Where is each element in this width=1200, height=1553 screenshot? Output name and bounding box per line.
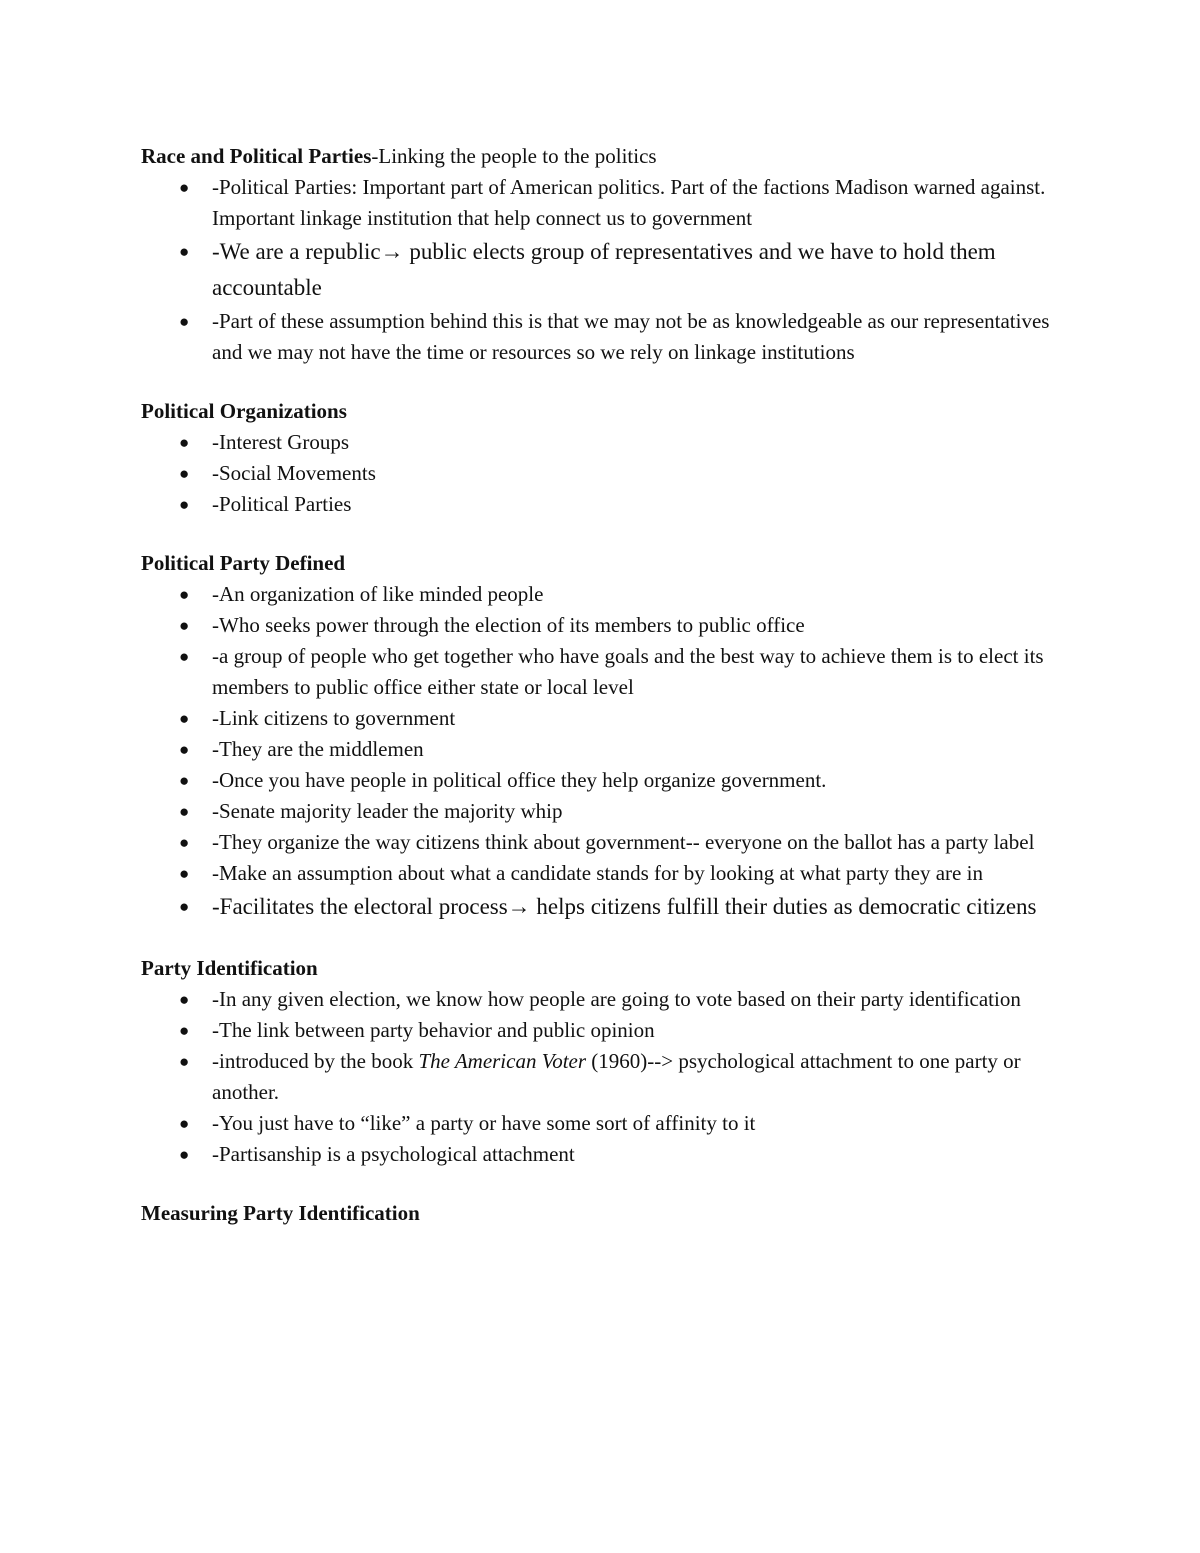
- section-heading-line: [141, 1198, 1061, 1229]
- list-item: [141, 889, 1061, 925]
- section-measuring-party-identification: [141, 1198, 1061, 1229]
- section-heading: Measuring Party Identification: [141, 1201, 420, 1225]
- list-item-text: -Senate majority leader the majority whip: [212, 799, 563, 823]
- list-item: [141, 984, 1061, 1015]
- bullet-icon: ●: [179, 312, 190, 331]
- section-political-party-defined: [141, 548, 1061, 925]
- bullet-icon: ●: [179, 242, 190, 261]
- list-item-text: -Link citizens to government: [212, 706, 456, 730]
- book-title: The American Voter: [418, 1049, 587, 1073]
- list-item: [141, 458, 1061, 489]
- list-item-text-before: -introduced by the book: [212, 1049, 419, 1073]
- bullet-icon: ●: [179, 1114, 190, 1133]
- bullet-icon: ●: [179, 740, 190, 759]
- bullet-icon: ●: [179, 178, 190, 197]
- bullet-icon: ●: [179, 616, 190, 635]
- bullet-icon: ●: [179, 864, 190, 883]
- bullet-icon: ●: [179, 833, 190, 852]
- list-item-text: -Partisanship is a psychological attachment: [212, 1142, 575, 1166]
- list-item: [141, 427, 1061, 458]
- bullet-icon: ●: [179, 990, 190, 1009]
- list-item: [141, 1046, 1061, 1108]
- list-item-text: -Political Parties: [212, 492, 352, 516]
- list-item-text: -An organization of like minded people: [212, 582, 544, 606]
- section-race-and-political-parties: [141, 141, 1061, 368]
- list-item-text: -The link between party behavior and public opinion: [212, 1018, 655, 1042]
- list-item-text: -We are a republic→ public elects group of representatives and we have to hold them accountable: [212, 239, 996, 300]
- list-item-text: -Once you have people in political office they help organize government.: [212, 768, 827, 792]
- list-item: [141, 1108, 1061, 1139]
- section-heading: Political Party Defined: [141, 551, 346, 575]
- section-heading-suffix: -Linking the people to the politics: [371, 144, 657, 168]
- list-item: [141, 306, 1061, 368]
- bullet-icon: ●: [179, 897, 190, 916]
- list-item: [141, 703, 1061, 734]
- list-item: [141, 489, 1061, 520]
- document-content: [141, 141, 1061, 1257]
- section-party-identification: [141, 953, 1061, 1170]
- list-item: [141, 827, 1061, 858]
- list-item-text: -In any given election, we know how people are going to vote based on their party identification: [212, 987, 1021, 1011]
- section-heading-line: [141, 396, 1061, 427]
- section-heading-line: [141, 141, 1061, 172]
- bullet-icon: ●: [179, 1052, 190, 1071]
- bullet-list: [141, 172, 1061, 368]
- list-item: [141, 765, 1061, 796]
- list-item: [141, 734, 1061, 765]
- list-item: [141, 641, 1061, 703]
- bullet-list: [141, 427, 1061, 520]
- section-heading-line: [141, 953, 1061, 984]
- bullet-list: [141, 984, 1061, 1170]
- list-item: [141, 1139, 1061, 1170]
- list-item-text: -Make an assumption about what a candidate stands for by looking at what party they are in: [212, 861, 983, 885]
- section-heading: Political Organizations: [141, 399, 347, 423]
- bullet-icon: ●: [179, 1021, 190, 1040]
- list-item-text: -a group of people who get together who have goals and the best way to achieve them is to elect its members to public office either state or local level: [212, 644, 1044, 699]
- list-item: [141, 234, 1061, 306]
- list-item-text: -Part of these assumption behind this is that we may not be as knowledgeable as our representatives and we may not have the time or resources so we rely on linkage institutions: [212, 309, 1050, 364]
- bullet-list: [141, 579, 1061, 925]
- list-item: [141, 172, 1061, 234]
- bullet-icon: ●: [179, 647, 190, 666]
- list-item-text: -Social Movements: [212, 461, 376, 485]
- section-political-organizations: [141, 396, 1061, 520]
- list-item: [141, 1015, 1061, 1046]
- bullet-icon: ●: [179, 1145, 190, 1164]
- bullet-icon: ●: [179, 495, 190, 514]
- list-item: [141, 796, 1061, 827]
- list-item-text: -Facilitates the electoral process→ helps citizens fulfill their duties as democratic citizens: [212, 894, 1037, 919]
- bullet-icon: ●: [179, 464, 190, 483]
- list-item: [141, 579, 1061, 610]
- section-heading: Party Identification: [141, 956, 318, 980]
- bullet-icon: ●: [179, 433, 190, 452]
- list-item: [141, 610, 1061, 641]
- list-item-text: -They are the middlemen: [212, 737, 424, 761]
- list-item-text: -Who seeks power through the election of its members to public office: [212, 613, 805, 637]
- bullet-icon: ●: [179, 771, 190, 790]
- list-item-text: -They organize the way citizens think about government-- everyone on the ballot has a party label: [212, 830, 1035, 854]
- bullet-icon: ●: [179, 802, 190, 821]
- list-item-text-after: (1960)--> psychological attachment to one party or another.: [212, 1049, 1021, 1104]
- bullet-icon: ●: [179, 585, 190, 604]
- section-heading: Race and Political Parties: [141, 144, 372, 168]
- list-item-text: -You just have to “like” a party or have some sort of affinity to it: [212, 1111, 756, 1135]
- list-item: [141, 858, 1061, 889]
- list-item-text: -Political Parties: Important part of American politics. Part of the factions Madison warned against. Important linkage institution that help connect us to government: [212, 175, 1046, 230]
- list-item-text: -Interest Groups: [212, 430, 350, 454]
- section-heading-line: [141, 548, 1061, 579]
- bullet-icon: ●: [179, 709, 190, 728]
